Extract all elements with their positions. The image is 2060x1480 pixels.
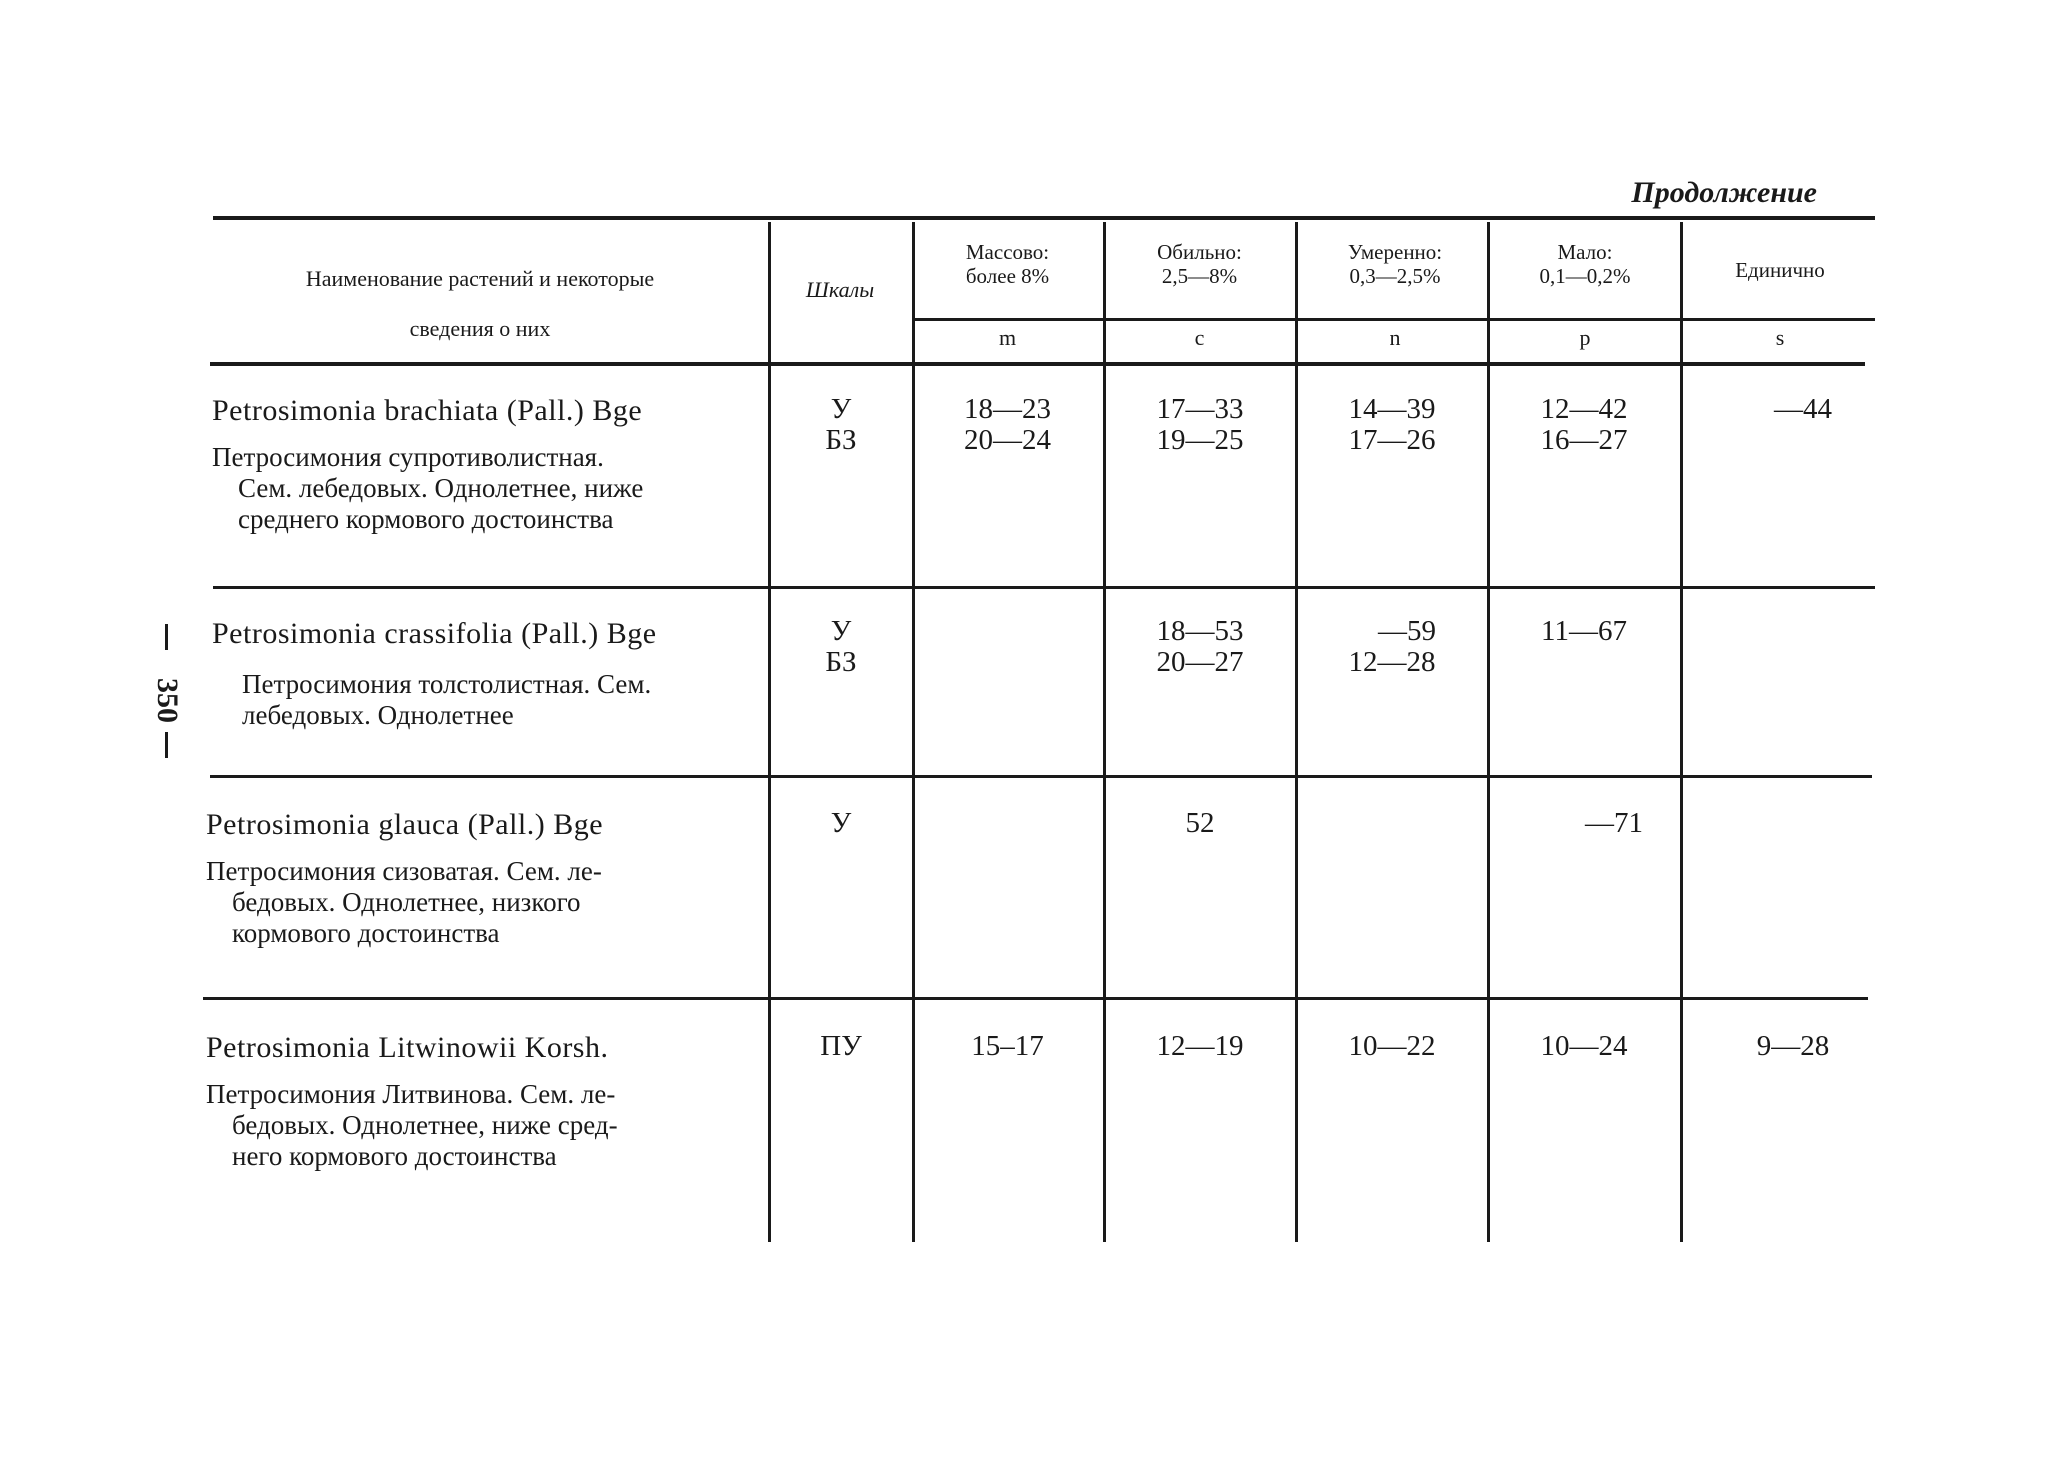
value: 17—26 bbox=[1348, 424, 1436, 456]
value: 18—53 bbox=[1156, 615, 1244, 647]
desc-line: Сем. лебедовых. Однолетнее, ниже bbox=[238, 473, 644, 503]
page-number: 350 bbox=[151, 678, 184, 723]
value: 12—19 bbox=[1156, 1030, 1244, 1062]
col-rule-6 bbox=[1680, 222, 1683, 1242]
value: 18—23 bbox=[964, 393, 1051, 425]
header-abundance-n-line-2: 0,3—2,5% bbox=[1349, 264, 1441, 288]
value-cell-s bbox=[1683, 394, 1923, 425]
row-rule-2 bbox=[210, 775, 1872, 778]
plant-description bbox=[206, 1079, 746, 1172]
value-cell-c bbox=[1106, 1031, 1294, 1062]
value-cell-n bbox=[1298, 616, 1486, 678]
value: 17—33 bbox=[1156, 393, 1244, 425]
value-cell-s bbox=[1683, 1031, 1903, 1062]
header-abundance-n bbox=[1300, 240, 1490, 288]
header-abundance-s bbox=[1685, 258, 1875, 282]
scale-value: БЗ bbox=[825, 424, 857, 456]
header-name-line-1: Наименование растений и некоторые bbox=[305, 266, 655, 291]
latin-name: Petrosimonia Litwinowii Korsh. bbox=[206, 1031, 609, 1064]
header-symbol-s: s bbox=[1775, 325, 1785, 350]
header-symbol-c: c bbox=[1194, 325, 1205, 350]
value-cell-p bbox=[1490, 394, 1678, 456]
col-rule-2 bbox=[912, 222, 915, 1242]
scale-cell bbox=[771, 1031, 911, 1062]
header-name-line-2: сведения о них bbox=[409, 316, 551, 341]
header-sub-rule bbox=[914, 318, 1875, 321]
value: 10—24 bbox=[1540, 1030, 1628, 1062]
desc-line: него кормового достоинства bbox=[232, 1141, 557, 1171]
desc-line: Петросимония супротиволистная. bbox=[212, 442, 604, 472]
desc-line: лебедовых. Однолетнее bbox=[242, 700, 514, 730]
value-cell-p bbox=[1490, 616, 1678, 647]
value-cell-n bbox=[1298, 394, 1486, 456]
desc-line: бедовых. Однолетнее, ниже сред- bbox=[232, 1110, 618, 1140]
value: 9—28 bbox=[1756, 1030, 1830, 1062]
desc-line: бедовых. Однолетнее, низкого bbox=[232, 887, 581, 917]
header-abundance-p-line-2: 0,1—0,2% bbox=[1539, 264, 1631, 288]
page-number-bar-top bbox=[165, 624, 168, 650]
value-cell-m bbox=[915, 394, 1100, 456]
plant-description bbox=[206, 856, 746, 949]
value: 19—25 bbox=[1156, 424, 1244, 456]
value: 20—27 bbox=[1156, 646, 1244, 678]
value-cell-n bbox=[1298, 1031, 1486, 1062]
desc-line: Петросимония сизоватая. Сем. ле- bbox=[206, 856, 602, 886]
col-rule-3 bbox=[1103, 222, 1106, 1242]
header-scale-col: Шкалы bbox=[805, 277, 875, 302]
latin-name: Petrosimonia crassifolia (Pall.) Bge bbox=[212, 617, 657, 650]
col-rule-4 bbox=[1295, 222, 1298, 1242]
value: 52 bbox=[1185, 807, 1215, 839]
plant-description bbox=[212, 442, 752, 535]
table-row bbox=[206, 808, 746, 949]
header-symbol-p: p bbox=[1579, 325, 1591, 350]
scale-value: У bbox=[830, 393, 852, 425]
value-cell-c bbox=[1106, 808, 1294, 839]
page-number-bar-bottom bbox=[165, 732, 168, 758]
table-top-rule bbox=[213, 216, 1875, 220]
value: 15–17 bbox=[971, 1030, 1044, 1062]
scale-cell bbox=[771, 808, 911, 839]
row-rule-3 bbox=[203, 997, 1868, 1000]
scale-value: У bbox=[830, 615, 852, 647]
col-rule-5 bbox=[1487, 222, 1490, 1242]
value-cell-p bbox=[1490, 808, 1738, 839]
desc-line: Петросимония толстолистная. Сем. bbox=[242, 669, 652, 699]
value: 14—39 bbox=[1348, 393, 1436, 425]
latin-name: Petrosimonia brachiata (Pall.) Bge bbox=[212, 394, 643, 427]
desc-line: кормового достоинства bbox=[232, 918, 500, 948]
header-abundance-p bbox=[1490, 240, 1680, 288]
value: —71 bbox=[1585, 807, 1643, 839]
table-row bbox=[212, 617, 752, 731]
continued-label: Продолжение bbox=[1631, 176, 1817, 209]
col-rule-1 bbox=[768, 222, 771, 1242]
latin-name: Petrosimonia glauca (Pall.) Bge bbox=[206, 808, 604, 841]
table-row bbox=[206, 1031, 746, 1172]
value: 11—67 bbox=[1541, 615, 1627, 647]
header-abundance-m-line-2: более 8% bbox=[965, 264, 1050, 288]
header-abundance-n-line-1: Умеренно: bbox=[1347, 240, 1443, 264]
header-abundance-m bbox=[915, 240, 1100, 288]
header-symbol-n: n bbox=[1389, 325, 1401, 350]
table-row bbox=[212, 394, 752, 535]
header-abundance-c-line-1: Обильно: bbox=[1157, 240, 1242, 264]
scale-cell bbox=[771, 616, 911, 678]
value-cell-c bbox=[1106, 616, 1294, 678]
value: 12—42 bbox=[1540, 393, 1628, 425]
value: —44 bbox=[1774, 393, 1832, 425]
scale-cell bbox=[771, 394, 911, 456]
header-symbol-m: m bbox=[998, 325, 1017, 350]
desc-line: среднего кормового достоинства bbox=[238, 504, 614, 534]
header-abundance-c bbox=[1107, 240, 1292, 288]
value-cell-m bbox=[915, 1031, 1100, 1062]
desc-line: Петросимония Литвинова. Сем. ле- bbox=[206, 1079, 616, 1109]
header-abundance-s-line-1: Единично bbox=[1735, 258, 1825, 282]
scale-value: БЗ bbox=[825, 646, 857, 678]
row-rule-1 bbox=[213, 586, 1875, 589]
value: 20—24 bbox=[964, 424, 1051, 456]
value: 10—22 bbox=[1348, 1030, 1436, 1062]
header-abundance-m-line-1: Массово: bbox=[965, 240, 1050, 264]
value-cell-p bbox=[1490, 1031, 1678, 1062]
value: —59 bbox=[1378, 615, 1436, 647]
scale-value: ПУ bbox=[820, 1030, 862, 1062]
value: 16—27 bbox=[1540, 424, 1628, 456]
value: 12—28 bbox=[1348, 646, 1436, 678]
header-name-col bbox=[215, 254, 745, 354]
plant-description bbox=[212, 669, 752, 731]
header-abundance-p-line-1: Мало: bbox=[1557, 240, 1613, 264]
value-cell-c bbox=[1106, 394, 1294, 456]
header-abundance-c-line-2: 2,5—8% bbox=[1161, 264, 1238, 288]
scale-value: У bbox=[830, 807, 852, 839]
header-bottom-rule bbox=[210, 362, 1865, 366]
